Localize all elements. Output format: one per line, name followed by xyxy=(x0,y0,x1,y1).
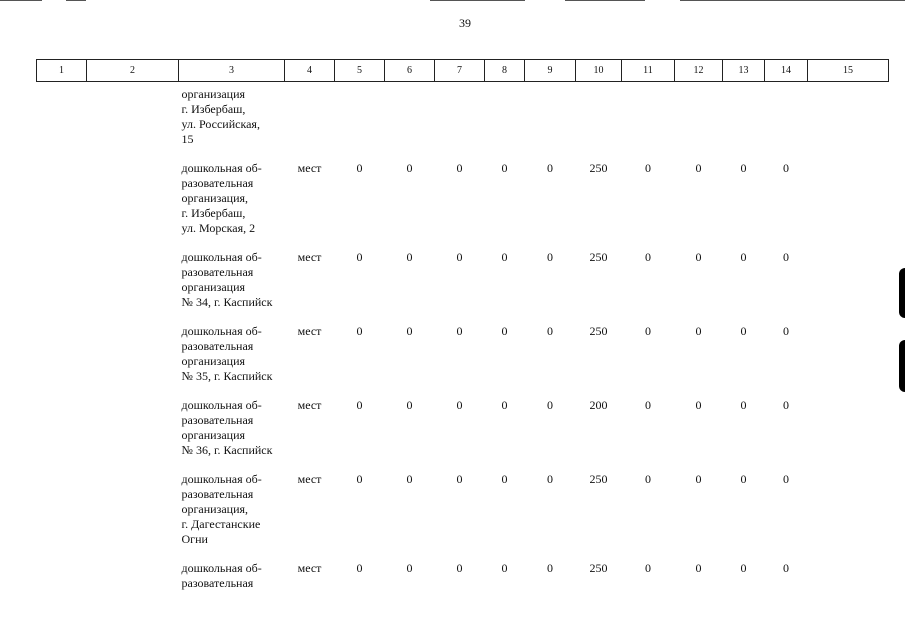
scan-top-line-left xyxy=(0,0,42,1)
value-cell xyxy=(765,82,808,157)
value-cell: 0 xyxy=(695,250,702,264)
column-header: 13 xyxy=(723,60,765,82)
cell-col-2 xyxy=(87,82,179,157)
unit-cell: мест xyxy=(297,472,322,486)
scan-top-line-right-a xyxy=(430,0,525,1)
column-header: 9 xyxy=(525,60,576,82)
cell-col-15 xyxy=(808,467,889,556)
column-header: 7 xyxy=(435,60,485,82)
value-cell: 0 xyxy=(406,398,413,412)
value-cell: 0 xyxy=(645,161,651,175)
value-cell: 0 xyxy=(695,324,702,338)
column-header: 3 xyxy=(179,60,285,82)
value-cell xyxy=(385,82,435,157)
value-cell: 0 xyxy=(695,561,702,575)
table-row xyxy=(37,556,889,600)
object-description: дошкольная об- разовательная организация № 34, г. Каспийск xyxy=(181,250,273,309)
value-cell: 0 xyxy=(356,561,363,575)
value-cell: 0 xyxy=(695,472,702,486)
scan-top-line-right-c xyxy=(680,0,905,1)
value-cell: 0 xyxy=(645,472,651,486)
cell-col-1 xyxy=(37,245,87,319)
value-cell: 0 xyxy=(547,324,553,338)
value-cell: 0 xyxy=(547,398,553,412)
value-cell: 0 xyxy=(501,161,508,175)
value-cell: 0 xyxy=(406,561,413,575)
value-cell: 0 xyxy=(356,398,363,412)
cell-col-2 xyxy=(87,245,179,319)
table-row xyxy=(37,82,889,157)
column-header: 1 xyxy=(37,60,87,82)
value-cell: 0 xyxy=(501,324,508,338)
column-header: 12 xyxy=(675,60,723,82)
value-cell: 0 xyxy=(547,561,553,575)
value-cell: 0 xyxy=(547,472,553,486)
table-row xyxy=(37,245,889,319)
object-description: дошкольная об- разовательная организация № 35, г. Каспийск xyxy=(181,324,273,383)
value-cell: 250 xyxy=(589,561,608,575)
unit-cell: мест xyxy=(297,398,322,412)
value-cell: 0 xyxy=(783,250,789,264)
object-description: дошкольная об- разовательная организация № 36, г. Каспийск xyxy=(181,398,273,457)
value-cell: 0 xyxy=(406,161,413,175)
cell-col-1 xyxy=(37,393,87,467)
value-cell: 0 xyxy=(456,161,463,175)
cell-col-2 xyxy=(87,319,179,393)
column-number-row xyxy=(37,60,889,82)
cell-col-2 xyxy=(87,393,179,467)
unit-cell: мест xyxy=(297,161,322,175)
cell-col-1 xyxy=(37,319,87,393)
cell-col-1 xyxy=(37,556,87,600)
value-cell: 0 xyxy=(547,161,553,175)
cell-col-1 xyxy=(37,156,87,245)
cell-col-2 xyxy=(87,467,179,556)
value-cell xyxy=(675,82,723,157)
value-cell: 250 xyxy=(589,472,608,486)
value-cell: 0 xyxy=(356,250,363,264)
cell-col-15 xyxy=(808,156,889,245)
value-cell: 0 xyxy=(783,161,789,175)
column-header: 15 xyxy=(808,60,889,82)
column-header: 4 xyxy=(285,60,335,82)
scan-top-line-mid xyxy=(66,0,86,1)
value-cell: 250 xyxy=(589,250,608,264)
value-cell: 0 xyxy=(783,561,789,575)
cell-col-15 xyxy=(808,245,889,319)
value-cell: 0 xyxy=(645,324,651,338)
table-row xyxy=(37,393,889,467)
value-cell xyxy=(525,82,576,157)
table-row xyxy=(37,467,889,556)
object-description: дошкольная об- разовательная организация, г. Дагестанские Огни xyxy=(181,472,262,546)
cell-col-1 xyxy=(37,82,87,157)
value-cell: 0 xyxy=(740,250,747,264)
column-header: 14 xyxy=(765,60,808,82)
value-cell: 0 xyxy=(356,472,363,486)
cell-col-1 xyxy=(37,467,87,556)
object-description: дошкольная об- разовательная организация, г. Избербаш, ул. Морская, 2 xyxy=(181,161,262,235)
scan-top-line-right-b xyxy=(565,0,645,1)
value-cell: 0 xyxy=(356,324,363,338)
unit-cell xyxy=(285,82,335,157)
value-cell: 0 xyxy=(406,472,413,486)
value-cell: 0 xyxy=(356,161,363,175)
cell-col-15 xyxy=(808,319,889,393)
value-cell: 0 xyxy=(406,250,413,264)
value-cell xyxy=(723,82,765,157)
value-cell: 0 xyxy=(783,324,789,338)
cell-col-2 xyxy=(87,556,179,600)
table-row xyxy=(37,319,889,393)
cell-col-15 xyxy=(808,393,889,467)
unit-cell: мест xyxy=(297,561,322,575)
value-cell: 0 xyxy=(740,561,747,575)
column-header: 5 xyxy=(335,60,385,82)
column-header: 10 xyxy=(576,60,622,82)
scan-edge-mark-bottom xyxy=(899,340,905,392)
data-table xyxy=(36,59,889,600)
value-cell: 0 xyxy=(456,250,463,264)
table-row xyxy=(37,156,889,245)
value-cell xyxy=(435,82,485,157)
value-cell: 0 xyxy=(501,398,508,412)
table-body xyxy=(37,82,889,601)
value-cell: 0 xyxy=(695,398,702,412)
value-cell: 0 xyxy=(740,398,747,412)
value-cell xyxy=(576,82,622,157)
value-cell xyxy=(622,82,675,157)
object-description: организация г. Избербаш, ул. Российская, 15 xyxy=(181,87,260,146)
cell-col-15 xyxy=(808,82,889,157)
value-cell: 0 xyxy=(740,472,747,486)
value-cell: 0 xyxy=(740,161,747,175)
value-cell: 0 xyxy=(456,324,463,338)
value-cell xyxy=(485,82,525,157)
value-cell: 0 xyxy=(645,561,651,575)
value-cell: 200 xyxy=(589,398,608,412)
column-header: 8 xyxy=(485,60,525,82)
cell-col-15 xyxy=(808,556,889,600)
unit-cell: мест xyxy=(297,324,322,338)
value-cell: 0 xyxy=(645,250,651,264)
value-cell: 0 xyxy=(547,250,553,264)
value-cell: 0 xyxy=(501,561,508,575)
column-header: 11 xyxy=(622,60,675,82)
object-description: дошкольная об- разовательная xyxy=(181,561,262,590)
value-cell: 0 xyxy=(783,398,789,412)
value-cell: 0 xyxy=(645,398,651,412)
value-cell: 0 xyxy=(501,472,508,486)
value-cell: 0 xyxy=(783,472,789,486)
value-cell xyxy=(335,82,385,157)
value-cell: 250 xyxy=(589,324,608,338)
value-cell: 0 xyxy=(740,324,747,338)
page-number: 39 xyxy=(459,16,471,30)
unit-cell: мест xyxy=(297,250,322,264)
value-cell: 0 xyxy=(695,161,702,175)
value-cell: 250 xyxy=(589,161,608,175)
column-header: 2 xyxy=(87,60,179,82)
value-cell: 0 xyxy=(406,324,413,338)
column-header: 6 xyxy=(385,60,435,82)
value-cell: 0 xyxy=(456,561,463,575)
scan-edge-mark-top xyxy=(899,268,905,318)
value-cell: 0 xyxy=(456,398,463,412)
value-cell: 0 xyxy=(456,472,463,486)
cell-col-2 xyxy=(87,156,179,245)
value-cell: 0 xyxy=(501,250,508,264)
